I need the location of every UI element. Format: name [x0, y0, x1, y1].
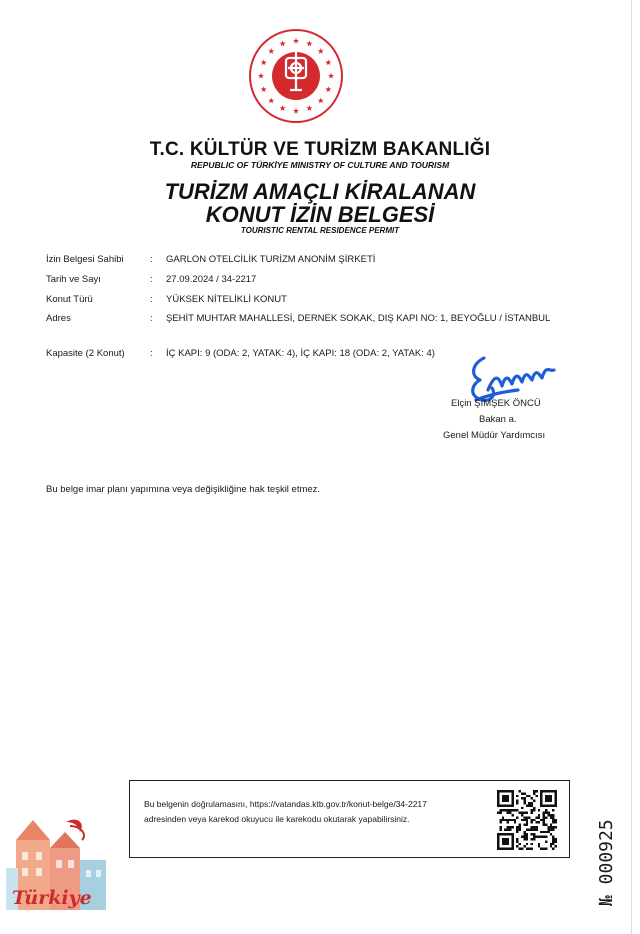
- verification-line-1: Bu belgenin doğrulamasını, https://vatandas.ktb.gov.tr/konut-belge/34-2217: [144, 799, 427, 809]
- field-value: İÇ KAPI: 9 (ODA: 2, YATAK: 4), İÇ KAPI: 18 (ODA: 2, YATAK: 4): [166, 348, 435, 359]
- ministry-name-tr: T.C. KÜLTÜR VE TURİZM BAKANLIĞI: [149, 139, 491, 160]
- field-value: GARLON OTELCİLİK TURİZM ANONİM ŞİRKETİ: [166, 254, 376, 265]
- turkiye-logo-icon: [6, 812, 114, 924]
- signatory-title-1: Bakan a.: [479, 414, 517, 425]
- ministry-name-en: REPUBLIC OF TÜRKİYE MINISTRY OF CULTURE AND TOURISM: [190, 160, 450, 170]
- verification-line-2: adresinden veya karekod okuyucu ile karekodu okutarak yapabilirsiniz.: [144, 814, 410, 824]
- emblem-star: [280, 105, 286, 111]
- field-label: Adres: [46, 313, 71, 324]
- emblem-star: [258, 73, 264, 79]
- emblem-star: [293, 38, 299, 44]
- field-colon: :: [150, 294, 153, 305]
- emblem-star: [261, 86, 267, 92]
- field-label: Kapasite (2 Konut): [46, 348, 125, 359]
- signatory-name: Elçin ŞİMŞEK ÖNCÜ: [451, 398, 541, 409]
- field-value: ŞEHİT MUHTAR MAHALLESİ, DERNEK SOKAK, DIŞ KAPI NO: 1, BEYOĞLU / İSTANBUL: [166, 313, 551, 324]
- emblem-star: [325, 86, 331, 92]
- emblem-star: [306, 40, 312, 46]
- emblem-star: [306, 105, 312, 111]
- field-label: Konut Türü: [46, 294, 93, 305]
- legal-note: Bu belge imar planı yapımına veya değişikliğine hak teşkil etmez.: [46, 484, 321, 495]
- verification-text: [144, 797, 484, 827]
- field-colon: :: [150, 313, 153, 324]
- verification-box: [129, 780, 570, 858]
- emblem-star: [328, 73, 334, 79]
- emblem-star: [318, 48, 324, 54]
- field-colon: :: [150, 274, 153, 285]
- field-value: 27.09.2024 / 34-2217: [166, 274, 257, 285]
- ministry-emblem-icon: [248, 28, 344, 124]
- field-colon: :: [150, 254, 153, 265]
- emblem-star: [318, 98, 324, 104]
- qr-code-icon[interactable]: [497, 790, 557, 850]
- document-title-line2: KONUT İZİN BELGESİ: [205, 202, 435, 227]
- emblem-star: [280, 40, 286, 46]
- emblem-star: [268, 48, 274, 54]
- document-title-en: TOURISTIC RENTAL RESIDENCE PERMIT: [240, 226, 400, 235]
- signatory-title-2: Genel Müdür Yardımcısı: [443, 430, 546, 441]
- emblem-star: [293, 108, 299, 114]
- serial-number: № 000925: [596, 819, 617, 906]
- field-label: İzin Belgesi Sahibi: [46, 254, 124, 265]
- field-value: YÜKSEK NİTELİKLİ KONUT: [166, 294, 287, 305]
- logo-text: Türkiye: [12, 887, 92, 909]
- emblem-star: [325, 59, 331, 65]
- field-colon: :: [150, 348, 153, 359]
- field-label: Tarih ve Sayı: [46, 274, 101, 285]
- emblem-star: [261, 59, 267, 65]
- document-title-line1: TURİZM AMAÇLI KİRALANAN: [164, 179, 476, 204]
- emblem-star: [268, 98, 274, 104]
